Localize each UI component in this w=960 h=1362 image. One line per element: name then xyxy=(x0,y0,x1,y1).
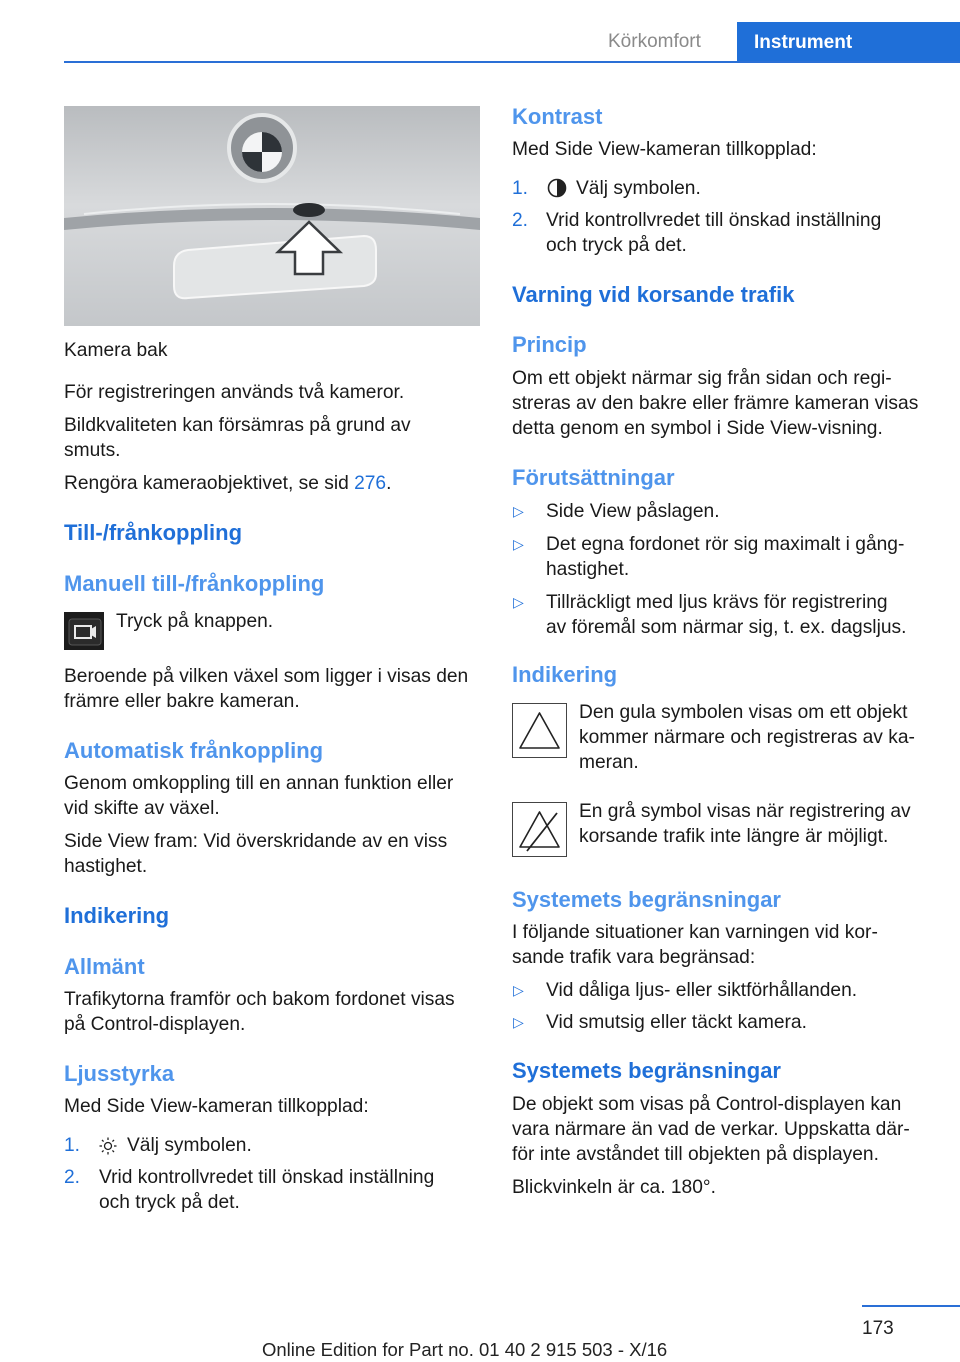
paragraph: Trafikytorna framför och bakom fordonet visas xyxy=(64,989,455,1010)
paragraph: korsande trafik inte längre är möjligt. xyxy=(579,826,889,847)
footer-edition: Online Edition for Part no. 01 40 2 915 503 - X/16 xyxy=(262,1339,668,1360)
brightness-sun-icon xyxy=(99,1137,117,1160)
paragraph: Beroende på vilken växel som ligger i visas den xyxy=(64,666,469,687)
list-item: Vid dåliga ljus- eller siktförhållanden. xyxy=(546,980,858,1001)
list-item: av föremål som närmar sig, t. ex. dagsljus. xyxy=(546,617,907,638)
paragraph: En grå symbol visas när registrering av xyxy=(579,801,911,822)
camera-button-icon xyxy=(64,612,104,650)
step-text: och tryck på det. xyxy=(546,235,687,256)
contrast-icon xyxy=(547,178,567,203)
step-text: Välj symbolen. xyxy=(576,178,701,199)
heading-till-frankoppling: Till-/frånkoppling xyxy=(64,520,243,545)
tab-korkomfort[interactable]: Körkomfort xyxy=(608,31,701,52)
heading-indikering: Indikering xyxy=(64,903,170,928)
step-number: 1. xyxy=(512,178,529,199)
heading-varning: Varning vid korsande trafik xyxy=(512,282,795,307)
paragraph-end: . xyxy=(386,473,392,494)
paragraph: Side View fram: Vid överskridande av en viss xyxy=(64,831,448,852)
paragraph: Med Side View-kameran tillkopplad: xyxy=(64,1096,369,1117)
paragraph: vid skifte av växel. xyxy=(64,798,220,819)
page-number: 173 xyxy=(862,1318,894,1339)
step-text: Vrid kontrollvredet till önskad inställning xyxy=(99,1167,435,1188)
paragraph: vara närmare än vad de verkar. Uppskatta där- xyxy=(512,1119,910,1140)
list-item: Tillräckligt med ljus krävs för registrering xyxy=(546,592,888,613)
footer-rule xyxy=(862,1305,960,1307)
list-item: Vid smutsig eller täckt kamera. xyxy=(546,1012,807,1033)
paragraph: I följande situationer kan varningen vid kor- xyxy=(512,922,878,943)
paragraph: meran. xyxy=(579,752,639,773)
list-item: Side View påslagen. xyxy=(546,501,720,522)
paragraph: För registreringen används två kameror. xyxy=(64,382,405,403)
paragraph: Den gula symbolen visas om ett objekt xyxy=(579,702,908,723)
rear-camera-illustration xyxy=(64,106,480,326)
bullet-triangle-icon: ▷ xyxy=(513,1014,524,1030)
heading-princip: Princip xyxy=(512,332,587,357)
paragraph-text: Rengöra kameraobjektivet, se sid xyxy=(64,473,355,494)
bullet-triangle-icon: ▷ xyxy=(513,594,524,610)
warning-triangle-crossed-icon xyxy=(512,802,567,857)
heading-manuell: Manuell till-/frånkoppling xyxy=(64,571,325,596)
list-item: hastighet. xyxy=(546,559,630,580)
heading-systemets-begransningar: Systemets begränsningar xyxy=(512,887,781,912)
paragraph: för inte avståndet till objekten på displayen. xyxy=(512,1144,879,1165)
step-text: Välj symbolen. xyxy=(127,1135,252,1156)
heading-allmant: Allmänt xyxy=(64,954,145,979)
paragraph xyxy=(64,471,391,496)
paragraph: Om ett objekt närmar sig från sidan och regi- xyxy=(512,368,892,389)
list-item: Det egna fordonet rör sig maximalt i gång- xyxy=(546,534,905,555)
paragraph: Genom omkoppling till en annan funktion eller xyxy=(64,773,454,794)
paragraph: hastighet. xyxy=(64,856,148,877)
paragraph: smuts. xyxy=(64,440,121,461)
paragraph: streras av den bakre eller främre kameran visas xyxy=(512,393,919,414)
step-text: Vrid kontrollvredet till önskad inställning xyxy=(546,210,882,231)
header-rule xyxy=(64,61,960,63)
tab-instrument[interactable]: Instrument xyxy=(737,22,960,62)
page-link-276[interactable]: 276 xyxy=(354,473,387,494)
paragraph: kommer närmare och registreras av ka- xyxy=(579,727,915,748)
warning-triangle-icon xyxy=(512,703,567,758)
heading-forutsattningar: Förutsättningar xyxy=(512,465,675,490)
paragraph: sande trafik vara begränsad: xyxy=(512,947,756,968)
heading-automatisk: Automatisk frånkoppling xyxy=(64,738,324,763)
step-text: och tryck på det. xyxy=(99,1192,240,1213)
step-number: 2. xyxy=(64,1167,81,1188)
bullet-triangle-icon: ▷ xyxy=(513,503,524,519)
step-number: 2. xyxy=(512,210,529,231)
paragraph: detta genom en symbol i Side View-visning. xyxy=(512,418,883,439)
paragraph: Bildkvaliteten kan försämras på grund av xyxy=(64,415,411,436)
paragraph: på Control-displayen. xyxy=(64,1014,246,1035)
bmw-logo-icon xyxy=(229,115,295,181)
heading-indikering-right: Indikering xyxy=(512,662,618,687)
paragraph: Blickvinkeln är ca. 180°. xyxy=(512,1177,716,1198)
step-number: 1. xyxy=(64,1135,81,1156)
paragraph: främre eller bakre kameran. xyxy=(64,691,300,712)
paragraph: Tryck på knappen. xyxy=(116,611,274,632)
bullet-triangle-icon: ▷ xyxy=(513,536,524,552)
photo-caption: Kamera bak xyxy=(64,340,168,361)
rear-camera-photo xyxy=(64,106,480,326)
bullet-triangle-icon: ▷ xyxy=(513,982,524,998)
paragraph: De objekt som visas på Control-displayen kan xyxy=(512,1094,902,1115)
heading-ljusstyrka: Ljusstyrka xyxy=(64,1061,175,1086)
paragraph: Med Side View-kameran tillkopplad: xyxy=(512,139,817,160)
heading-systemets-begransningar-2: Systemets begränsningar xyxy=(512,1058,781,1083)
heading-kontrast: Kontrast xyxy=(512,104,603,129)
